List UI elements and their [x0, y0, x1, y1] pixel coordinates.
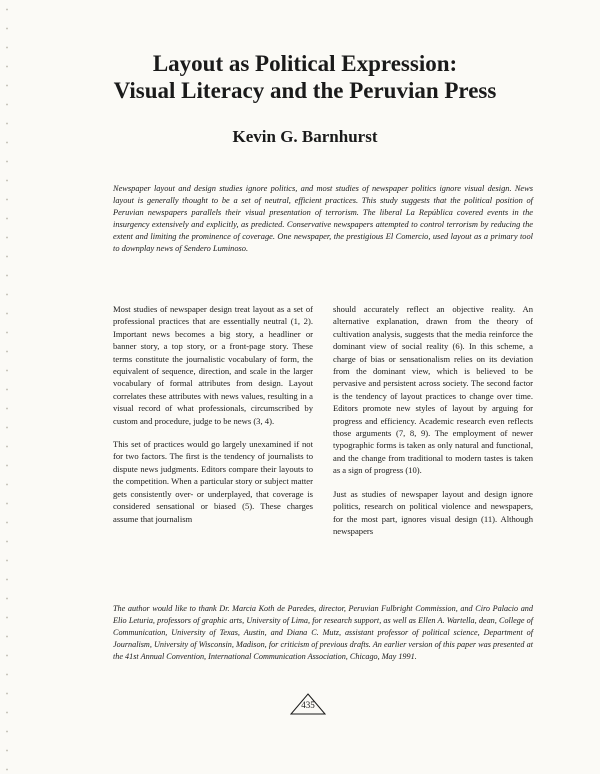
- article-title-line-2: Visual Literacy and the Peruvian Press: [113, 78, 497, 103]
- abstract: Newspaper layout and design studies ignore politics, and most studies of newspaper politics ignore visual design. News layout is generally thought to be a set of neutral, efficient practices. This study suggests that the political position of Peruvian newspapers parallels their visual presentation of terrorism. The liberal La República covered events in the insurgency extensively and explicitly, as predicted. Conservative newspapers attempted to control terrorism by reducing the extent and limiting the prominence of coverage. One newspaper, the prestigious El Comercio, used layout as a primary tool to downplay news of Sendero Luminoso.: [113, 184, 533, 253]
- page-number-badge: [290, 693, 326, 715]
- body-column-right: [333, 303, 533, 548]
- author-name: Kevin G. Barnhurst: [232, 127, 378, 146]
- body-paragraph: should accurately reflect an objective reality. An alternative explanation, drawn from the theory of cultivation analysis, suggests that the media reinforce the dominant view of social reality (6). In this scheme, a charge of bias or sensationalism relies on its deviation from the dominant view, which is believed to be pervasive and persistent across society. The second factor is the tendency of layout practices to change over time. Editors promote new styles of layout by arguing for progress and efficiency. Academic research even reflects those arguments (7, 8, 9). The employment of newer typographic forms is taken as only natural and functional, and the change from traditional to modern tastes is taken as a sign of progress (10).: [333, 304, 533, 476]
- article-title-line-1: Layout as Political Expression:: [152, 51, 458, 76]
- article-title: [60, 50, 550, 104]
- body-paragraph: Most studies of newspaper design treat layout as a set of professional practices that are essentially neutral (1, 2). Important news becomes a big story, a headliner or banner story, a top story, or a front-page story. These terms constitute the journalistic vocabulary of form, the equivalent of sequence, direction, and scale in the larger vocabulary of formal attributes from design. Layout correlates these attributes with news values, resulting in a visual record of what professionals, circumscribed by custom and procedure, judge to be news (3, 4).: [113, 304, 313, 426]
- body-column-left: [113, 303, 313, 536]
- body-paragraph: This set of practices would go largely unexamined if not for two factors. The first is the tendency of journalists to dispute news judgments. Editors compare their layouts to the competition. When a particular story or subject matter gets consistently over- or underplayed, that coverage is considered sensational or biased (5). These charges assume that journalism: [113, 439, 313, 524]
- scan-margin-marks: [4, 0, 10, 774]
- author-footnote: The author would like to thank Dr. Marcia Koth de Paredes, director, Peruvian Fulbright Commission, and Ciro Palacio and Elio Leturia, professors of graphic arts, University of Lima, for research support, as well as Ellen A. Wartella, dean, College of Communication, University of Texas, Austin, and Diana C. Mutz, assistant professor of political science, Department of Journalism, University of Wisconsin, Madison, for criticism of previous drafts. An earlier version of this paper was presented at the 41st Annual Convention, International Communication Association, Chicago, May 1991.: [113, 604, 533, 661]
- body-paragraph: Just as studies of newspaper layout and design ignore politics, research on political violence and newspapers, for the most part, ignores visual design (11). Although newspapers: [333, 488, 533, 536]
- page-number: 435: [301, 700, 315, 710]
